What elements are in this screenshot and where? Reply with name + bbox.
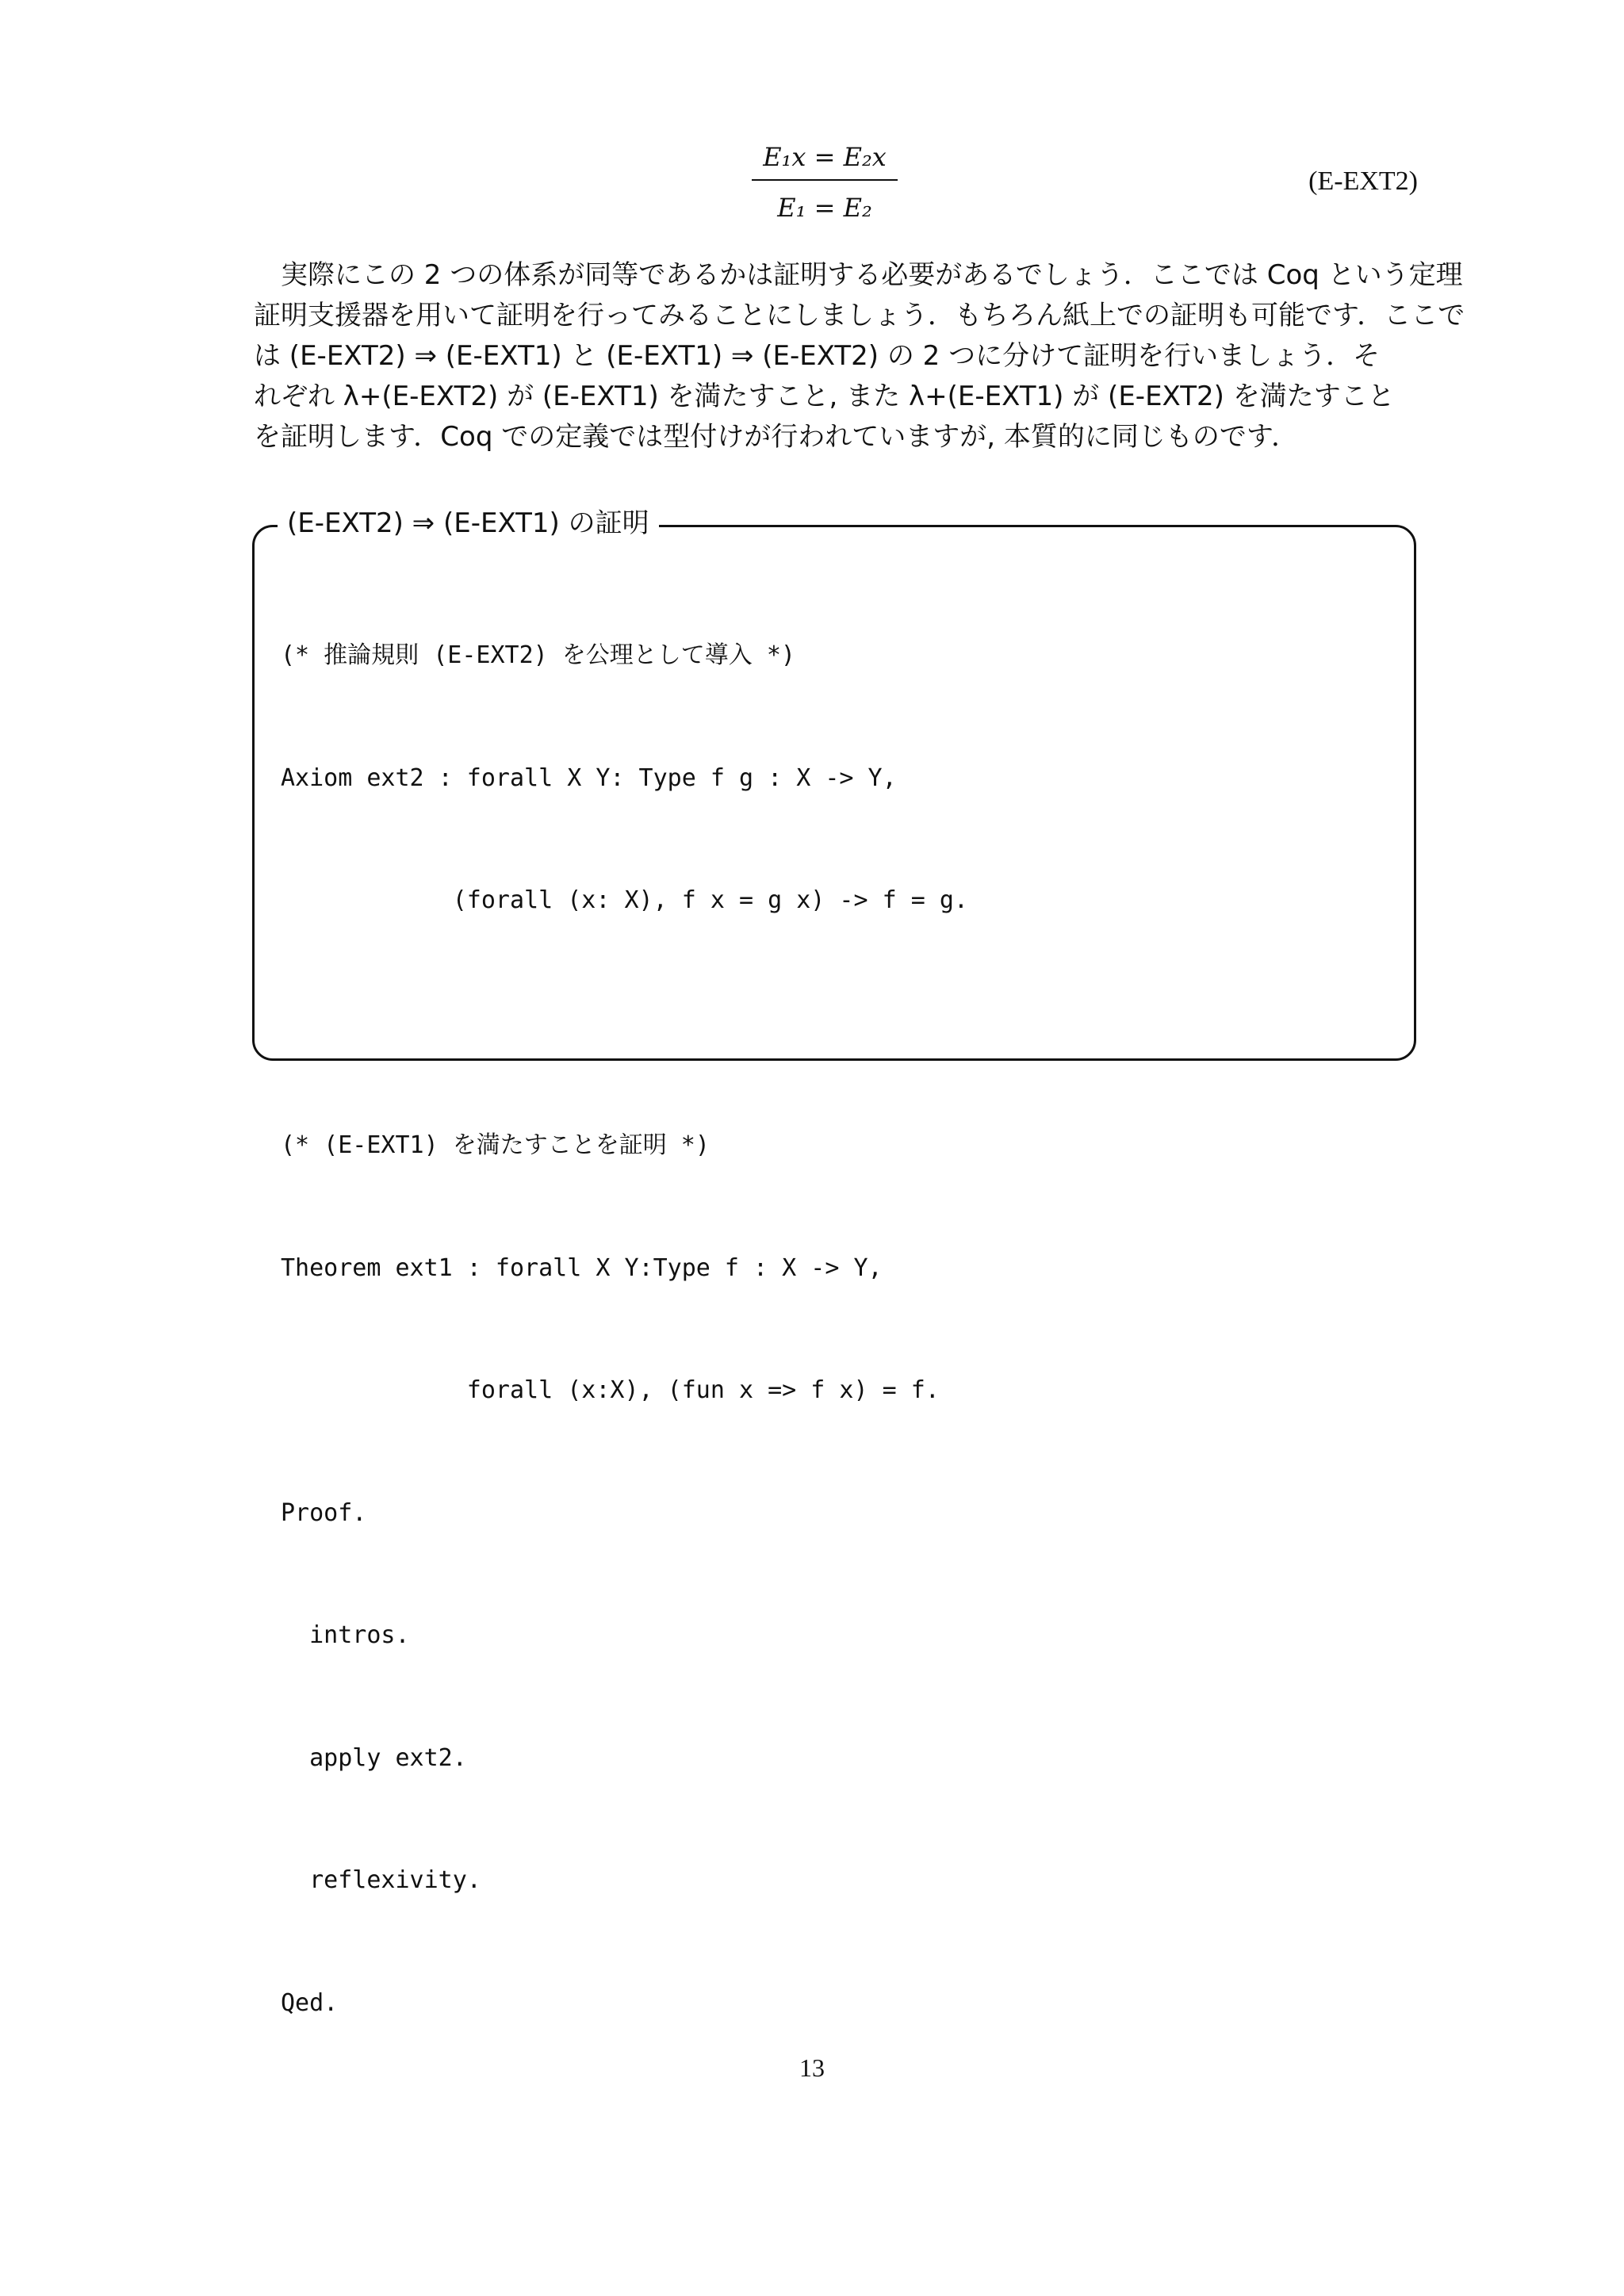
- code-line: Qed.: [281, 1988, 339, 2017]
- code-line: Proof.: [281, 1498, 367, 1527]
- rule-conclusion: E₁ = E₂: [777, 193, 872, 223]
- code-listing: [281, 553, 1391, 2064]
- code-line: (* (E-EXT1) を満たすことを証明 *): [281, 1131, 710, 1159]
- proof-box-title: (E-EXT2) ⇒ (E-EXT1) の証明: [278, 499, 659, 547]
- paragraph-line: れぞれ λ+(E-EXT2) が (E-EXT1) を満たすこと, また λ+(E-EXT1) が (E-EXT2) を満たすこと: [254, 381, 1395, 412]
- code-line: reflexivity.: [281, 1866, 481, 1894]
- rule-premise: E₁x = E₂x: [763, 142, 887, 172]
- code-line: (* 推論規則 (E-EXT2) を公理として導入 *): [281, 641, 795, 669]
- rule-bar: [752, 179, 898, 181]
- paragraph-line: は (E-EXT2) ⇒ (E-EXT1) と (E-EXT1) ⇒ (E-EXT2) の 2 つに分けて証明を行いましょう．そ: [254, 340, 1381, 372]
- paragraph-line: 証明支援器を用いて証明を行ってみることにしましょう．もちろん紙上での証明も可能です．ここで: [254, 300, 1465, 331]
- inference-rule: [745, 138, 904, 227]
- rule-label: (E-EXT2): [1308, 166, 1418, 196]
- code-line: apply ext2.: [281, 1743, 467, 1772]
- code-line: [281, 1003, 1391, 1044]
- paragraph-line: 実際にこの 2 つの体系が同等であるかは証明する必要があるでしょう．ここでは Coq という定理: [281, 259, 1463, 291]
- code-line: forall (x:X), (fun x => f x) = f.: [281, 1376, 940, 1404]
- paragraph-line: を証明します．Coq での定義では型付けが行われていますが, 本質的に同じものです．: [254, 421, 1299, 453]
- body-paragraph: [254, 255, 1465, 457]
- code-line: (forall (x: X), f x = g x) -> f = g.: [281, 886, 968, 914]
- page-number: 13: [799, 2053, 825, 2082]
- code-line: Axiom ext2 : forall X Y: Type f g : X -> Y,: [281, 763, 897, 792]
- code-line: Theorem ext1 : forall X Y:Type f : X -> Y,: [281, 1253, 883, 1282]
- code-line: intros.: [281, 1621, 410, 1649]
